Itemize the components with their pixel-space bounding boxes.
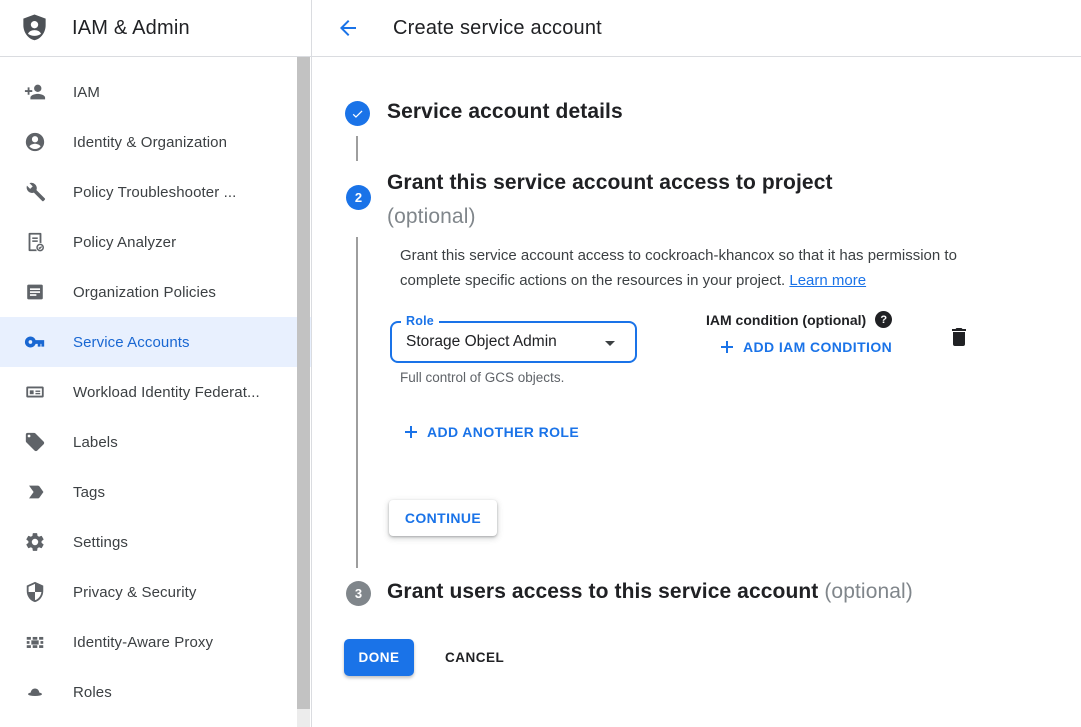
cancel-button[interactable]: CANCEL (445, 639, 504, 676)
sidebar-item-workload-identity-federation[interactable] (0, 367, 311, 417)
step1-circle (345, 101, 370, 126)
caret-down-icon (598, 331, 622, 355)
add-another-role-button[interactable] (404, 424, 579, 440)
account-circle-icon (24, 131, 46, 153)
sidebar-item-roles[interactable] (0, 667, 311, 717)
step3-circle (346, 581, 371, 606)
sidebar-item-identity-aware-proxy[interactable] (0, 617, 311, 667)
add-iam-condition-button[interactable] (720, 339, 892, 355)
trash-icon[interactable] (947, 325, 971, 349)
sidebar-item-labels[interactable] (0, 417, 311, 467)
sidebar-item-organization-policies[interactable] (0, 267, 311, 317)
sidebar-item-label: Settings (73, 533, 128, 551)
proxy-grid-icon (24, 631, 46, 653)
sidebar-item-label: Tags (73, 483, 106, 501)
iam-condition-label-text: IAM condition (optional) (706, 311, 867, 328)
back-arrow-icon[interactable] (336, 16, 360, 40)
role-selected-value: Storage Object Admin (406, 333, 557, 350)
step3-title-text: Grant users access to this service account (387, 580, 819, 603)
help-icon[interactable]: ? (875, 311, 892, 328)
iam-condition-label (706, 311, 892, 328)
step3-number: 3 (354, 586, 363, 601)
add-iam-condition-label: ADD IAM CONDITION (743, 339, 893, 355)
step2-circle (346, 185, 371, 210)
sidebar-scrollbar-track[interactable] (297, 57, 310, 727)
sidebar-item-label: Policy Analyzer (73, 233, 177, 251)
sidebar-item-policy-troubleshooter[interactable] (0, 167, 311, 217)
wizard-content (312, 57, 1081, 727)
sidebar-item-label: Labels (73, 433, 118, 451)
product-title: IAM & Admin (72, 16, 190, 39)
step2-title (387, 166, 917, 234)
plus-icon (404, 425, 418, 439)
hat-icon (24, 681, 46, 703)
document-check-icon (24, 231, 46, 253)
learn-more-link[interactable]: Learn more (789, 272, 867, 289)
done-button[interactable]: DONE (344, 639, 414, 676)
step2-title-text: Grant this service account access to project (387, 171, 833, 194)
key-icon (24, 331, 46, 353)
sidebar-header (0, 0, 311, 57)
sidebar-item-privacy-security[interactable] (0, 567, 311, 617)
add-another-role-label: ADD ANOTHER ROLE (427, 424, 580, 440)
step-connector (356, 136, 358, 161)
step2-description (400, 243, 988, 293)
wrench-icon (24, 181, 46, 203)
sidebar-item-tags[interactable] (0, 467, 311, 517)
sidebar-item-label: Organization Policies (73, 283, 217, 301)
role-field-label: Role (401, 314, 439, 328)
shield-person-icon (19, 11, 50, 45)
check-icon (350, 106, 365, 121)
sidebar-nav (0, 57, 311, 717)
step2-number: 2 (354, 190, 363, 205)
gear-icon (24, 531, 46, 553)
continue-button[interactable]: CONTINUE (389, 500, 497, 536)
document-lines-icon (24, 281, 46, 303)
tag-icon (24, 431, 46, 453)
person-add-icon (24, 81, 46, 103)
role-helper-text: Full control of GCS objects. (400, 370, 565, 385)
sidebar-item-label: Identity-Aware Proxy (73, 633, 214, 651)
page-title: Create service account (393, 16, 602, 39)
sidebar-item-policy-analyzer[interactable] (0, 217, 311, 267)
sidebar-item-label: Service Accounts (73, 333, 190, 351)
badge-card-icon (24, 381, 46, 403)
step2-description-text: Grant this service account access to cockroach-khancox so that it has permission to complete specific actions on the resources in your project. (400, 247, 957, 289)
sidebar-scrollbar-thumb[interactable] (297, 57, 310, 709)
step3-title (387, 580, 1067, 604)
step3-optional-text: (optional) (824, 580, 913, 603)
sidebar-item-iam[interactable] (0, 67, 311, 117)
page-header (312, 0, 1081, 57)
sidebar-item-label: Policy Troubleshooter ... (73, 183, 237, 201)
sidebar-item-label: Roles (73, 683, 112, 701)
step-connector (356, 237, 358, 568)
sidebar-item-label: Workload Identity Federat... (73, 383, 260, 401)
sidebar-item-service-accounts[interactable] (0, 317, 311, 367)
step2-optional-text: (optional) (387, 205, 476, 228)
plus-icon (720, 340, 734, 354)
sidebar-item-label: Privacy & Security (73, 583, 197, 601)
sidebar-item-identity-organization[interactable] (0, 117, 311, 167)
step1-title: Service account details (387, 100, 623, 123)
role-select[interactable] (390, 314, 637, 363)
sidebar-item-label: Identity & Organization (73, 133, 228, 151)
sidebar (0, 0, 312, 727)
label-arrow-icon (24, 481, 46, 503)
sidebar-item-settings[interactable] (0, 517, 311, 567)
sidebar-item-label: IAM (73, 83, 100, 101)
shield-half-icon (24, 581, 46, 603)
